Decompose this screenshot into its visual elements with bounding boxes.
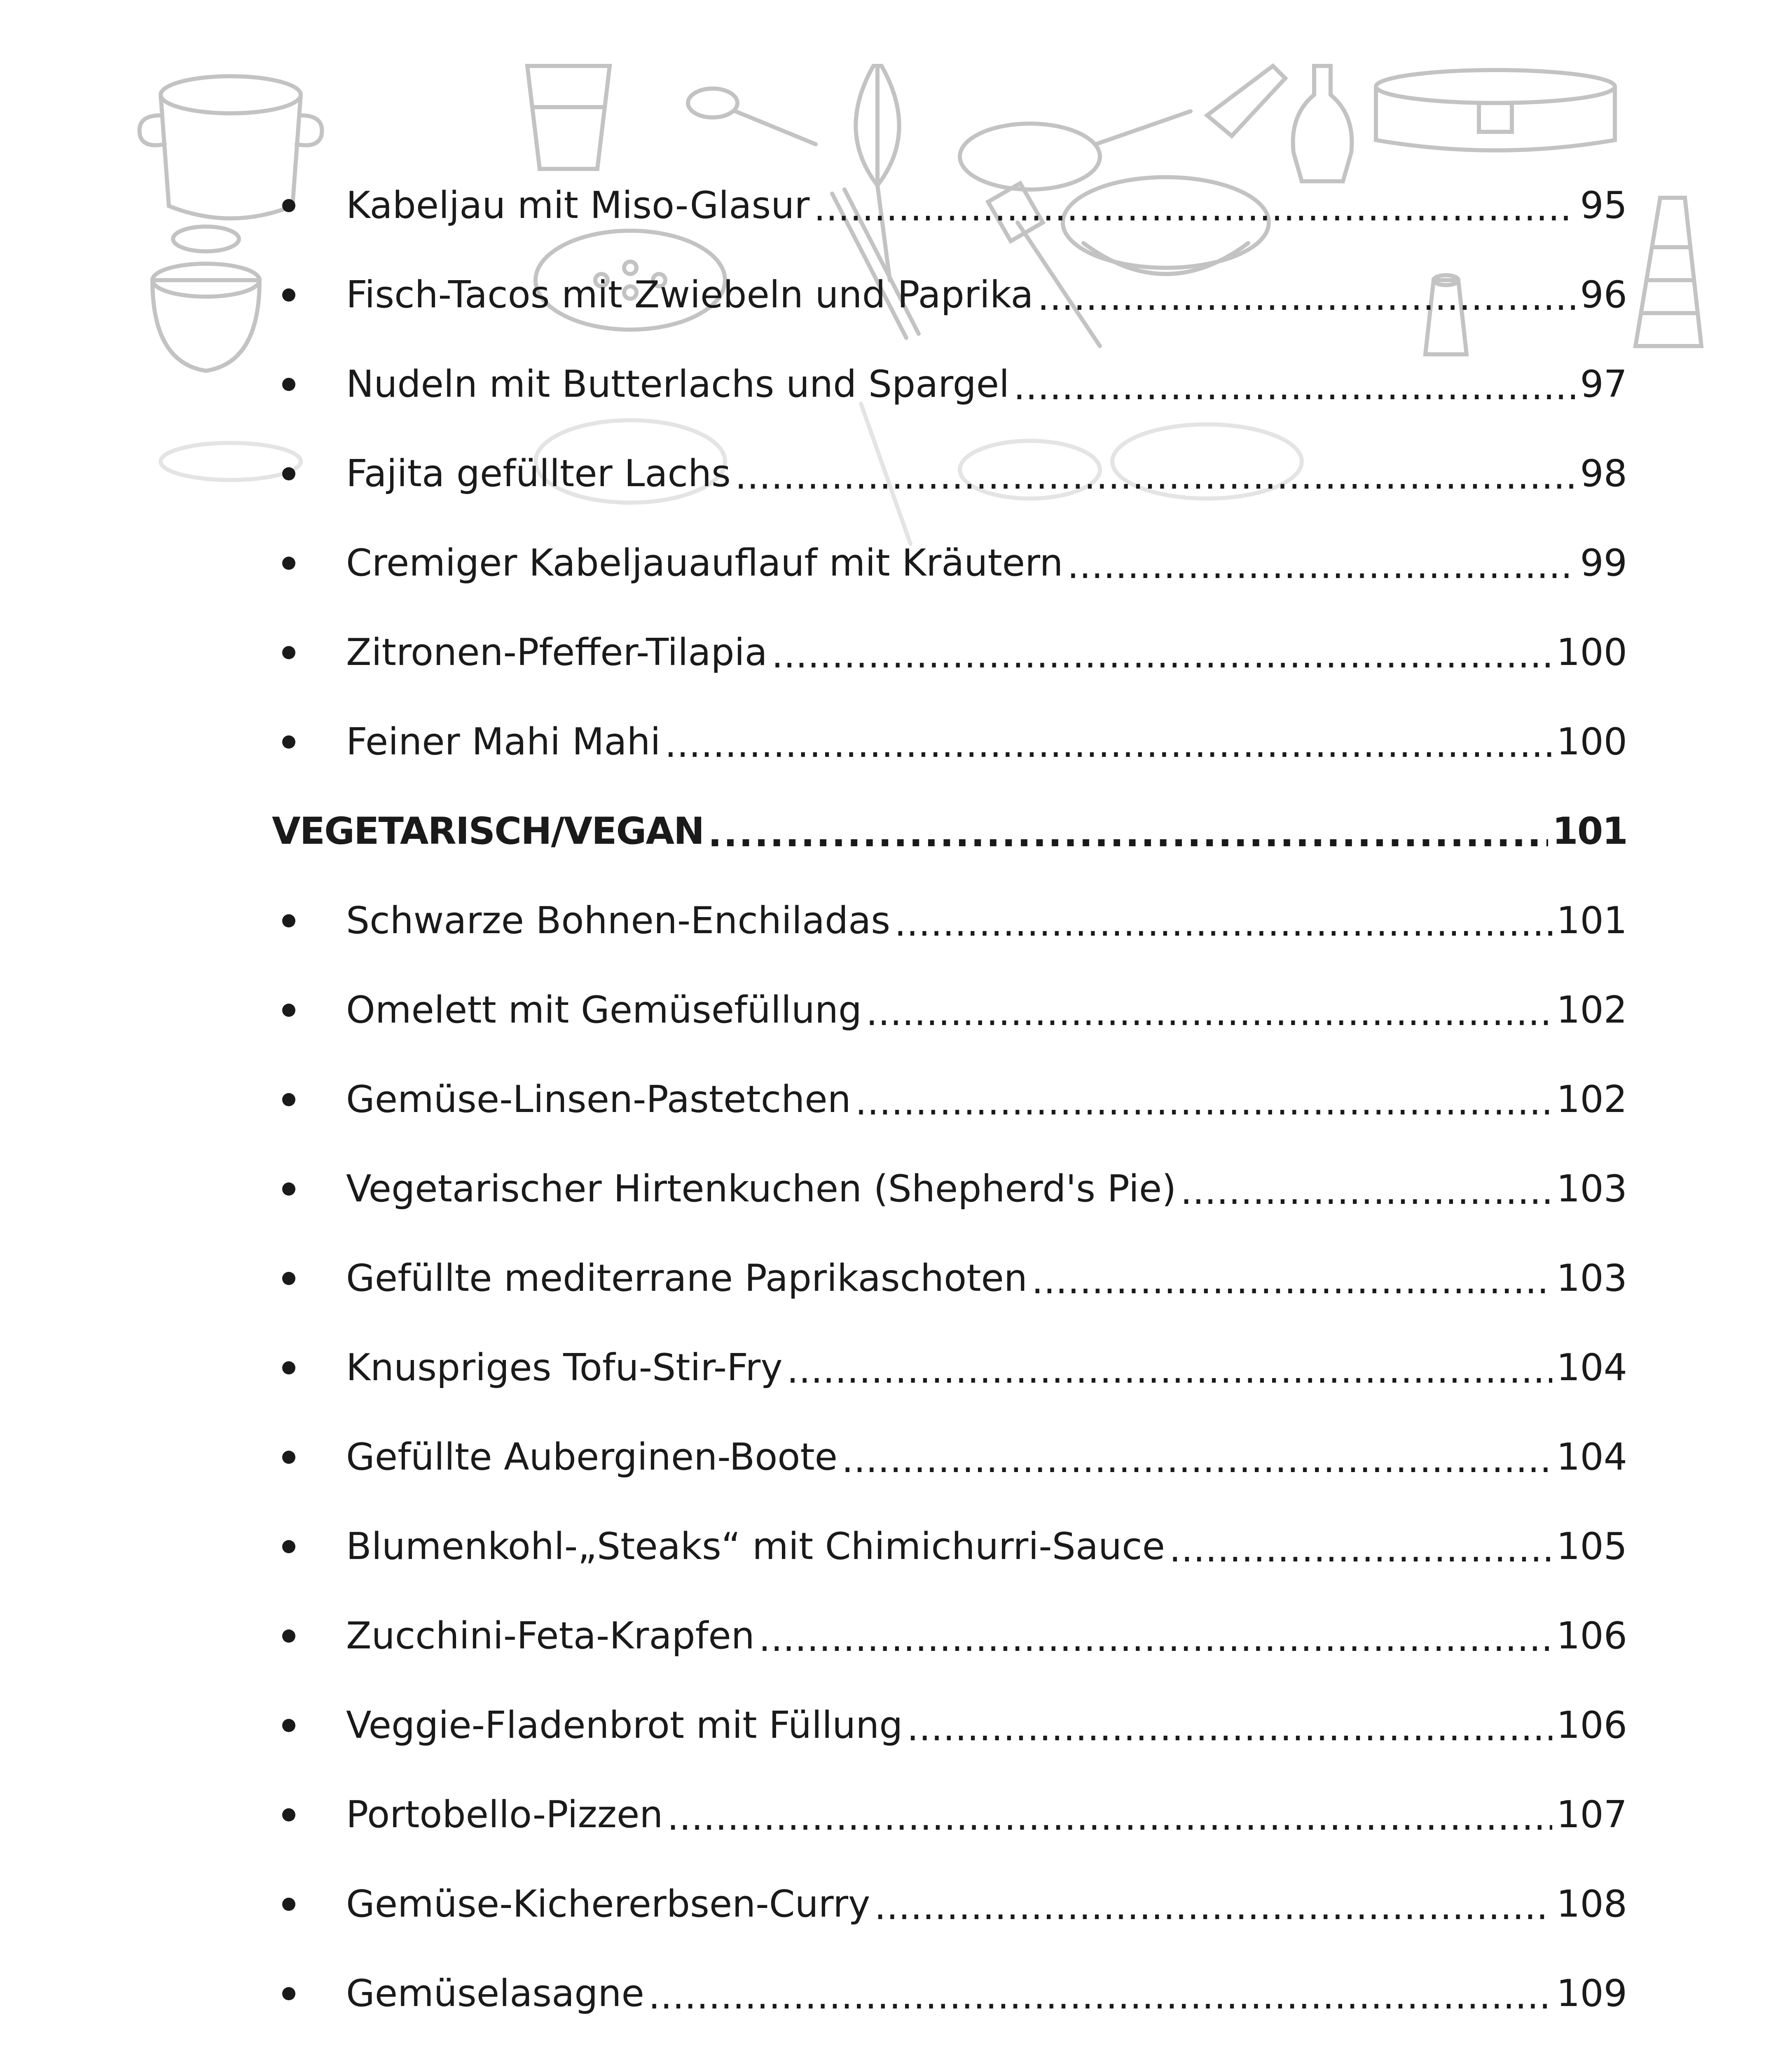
page-number: 97 [1580, 362, 1627, 406]
page-number: 100 [1556, 720, 1627, 763]
toc-section-heading [272, 787, 1627, 876]
page-number: 104 [1556, 1346, 1627, 1389]
toc-entry-line [346, 697, 1627, 787]
bullet-icon [282, 1540, 295, 1553]
page-number: 108 [1556, 1882, 1627, 1926]
toc-entry-line [346, 161, 1627, 250]
page-number: 103 [1556, 1256, 1627, 1300]
toc-entry [272, 429, 1627, 518]
dot-leader [874, 1886, 1552, 1927]
dot-leader [907, 1707, 1552, 1749]
toc-entry [272, 876, 1627, 965]
dot-leader [894, 903, 1552, 944]
sugar-bowl-icon [152, 227, 260, 371]
toc-entry-line [346, 429, 1627, 518]
toc-entry [272, 1144, 1627, 1234]
bullet-icon [282, 735, 295, 749]
entry-title: Schwarze Bohnen-Enchiladas [346, 899, 891, 942]
entry-title: Fisch-Tacos mit Zwiebeln und Paprika [346, 273, 1034, 316]
toc-entry-line [346, 876, 1627, 965]
toc-entry-line [346, 1412, 1627, 1502]
bullet-icon [282, 467, 295, 480]
toc-entry [272, 1234, 1627, 1323]
dot-leader [866, 992, 1552, 1033]
dot-leader [814, 187, 1576, 229]
entry-title: Fajita gefüllter Lachs [346, 452, 731, 495]
dot-leader [1169, 1529, 1552, 1570]
dot-leader [665, 724, 1553, 765]
toc-entry-line [346, 1770, 1627, 1859]
toc-entry-line [346, 1144, 1627, 1234]
bullet-icon [282, 1451, 295, 1464]
bullet-icon [282, 1898, 295, 1911]
toc-entry-line [346, 1055, 1627, 1144]
toc-entry [272, 1412, 1627, 1502]
entry-title: Gemüse-Kichererbsen-Curry [346, 1882, 870, 1926]
bullet-icon [282, 199, 295, 212]
toc-entry-line [346, 1949, 1627, 2038]
page-number: 101 [1556, 899, 1627, 942]
page-number: 98 [1580, 452, 1627, 495]
bullet-icon [282, 1182, 295, 1196]
page-number: 99 [1580, 541, 1627, 585]
dot-leader [855, 1082, 1553, 1123]
page-number: 104 [1556, 1435, 1627, 1479]
toc-entry [272, 608, 1627, 697]
entry-title: Vegetarischer Hirtenkuchen (Shepherd's Pie) [346, 1167, 1177, 1210]
toc-entry-line [346, 250, 1627, 339]
knife-icon [1207, 66, 1285, 136]
page-number: 107 [1556, 1793, 1627, 1836]
toc-entry [272, 339, 1627, 429]
bullet-icon [282, 914, 295, 927]
entry-title: Zucchini-Feta-Krapfen [346, 1614, 755, 1657]
entry-title: Feiner Mahi Mahi [346, 720, 661, 763]
dot-leader [1032, 1260, 1552, 1302]
toc-entry-line [346, 1591, 1627, 1681]
toc-entry [272, 1502, 1627, 1591]
dot-leader [787, 1350, 1553, 1391]
entry-title: Blumenkohl-„Steaks“ mit Chimichurri-Sauce [346, 1524, 1165, 1568]
toc-entry-line [346, 518, 1627, 608]
bullet-icon [282, 1987, 295, 2000]
page-number: 100 [1556, 630, 1627, 674]
dot-leader [735, 456, 1576, 497]
bullet-icon [282, 1719, 295, 1732]
bullet-icon [282, 1808, 295, 1821]
toc-entry-line [346, 339, 1627, 429]
bullet-icon [282, 1004, 295, 1017]
entry-title: Cremiger Kabeljauauflauf mit Kräutern [346, 541, 1063, 585]
dot-leader [667, 1797, 1552, 1838]
toc-entry [272, 250, 1627, 339]
toc-entry [272, 697, 1627, 787]
dot-leader [708, 813, 1548, 854]
toc-entry [272, 518, 1627, 608]
toc-entry-line [346, 1234, 1627, 1323]
toc-entry [272, 2038, 1627, 2060]
table-of-contents [272, 161, 1627, 2060]
dot-leader [1038, 277, 1576, 318]
page-number: 101 [1552, 809, 1627, 853]
grater-icon [1635, 198, 1701, 346]
page-number: 102 [1556, 1077, 1627, 1121]
entry-title: Knuspriges Tofu-Stir-Fry [346, 1346, 783, 1389]
bullet-icon [282, 378, 295, 391]
dot-leader [1180, 1171, 1552, 1212]
toc-entry-line [272, 787, 1627, 876]
toc-entry [272, 1591, 1627, 1681]
entry-title: Portobello-Pizzen [346, 1793, 663, 1836]
entry-title: Gemüse-Linsen-Pastetchen [346, 1077, 851, 1121]
entry-title: Nudeln mit Butterlachs und Spargel [346, 362, 1010, 406]
entry-title: VEGETARISCH/VEGAN [272, 809, 704, 853]
toc-entry [272, 1770, 1627, 1859]
toc-entry [272, 1055, 1627, 1144]
glass-icon [527, 66, 610, 169]
bullet-icon [282, 1272, 295, 1285]
toc-entry [272, 1323, 1627, 1412]
toc-entry [272, 1949, 1627, 2038]
toc-entry-line [346, 1859, 1627, 1949]
toc-entry-line [346, 608, 1627, 697]
page-number: 106 [1556, 1703, 1627, 1747]
entry-title: Gefüllte Auberginen-Boote [346, 1435, 838, 1479]
dot-leader [772, 634, 1552, 676]
toc-entry [272, 1681, 1627, 1770]
entry-title: Kabeljau mit Miso-Glasur [346, 183, 810, 227]
entry-title: Veggie-Fladenbrot mit Füllung [346, 1703, 903, 1747]
toc-entry [272, 965, 1627, 1055]
dot-leader [648, 1976, 1552, 2017]
bullet-icon [282, 1093, 295, 1106]
bullet-icon [282, 646, 295, 659]
bullet-icon [282, 557, 295, 570]
toc-entry-line [346, 965, 1627, 1055]
bullet-icon [282, 288, 295, 302]
toc-entry [272, 161, 1627, 250]
bullet-icon [282, 1361, 295, 1374]
dot-leader [842, 1439, 1552, 1480]
page-number: 106 [1556, 1614, 1627, 1657]
page-number: 105 [1556, 1524, 1627, 1568]
dot-leader [1067, 545, 1576, 586]
spoon-icon [688, 89, 816, 144]
bullet-icon [282, 1629, 295, 1643]
toc-entry-line [346, 2038, 1627, 2060]
cake-tin-icon [1376, 70, 1615, 150]
entry-title: Omelett mit Gemüsefüllung [346, 988, 862, 1032]
dot-leader [759, 1618, 1552, 1659]
toc-entry-line [346, 1323, 1627, 1412]
toc-entry [272, 1859, 1627, 1949]
entry-title: Zitronen-Pfeffer-Tilapia [346, 630, 767, 674]
page-number: 109 [1556, 1971, 1627, 2015]
dot-leader [1013, 366, 1576, 407]
entry-title: Gemüselasagne [346, 1971, 644, 2015]
entry-title: Gefüllte mediterrane Paprikaschoten [346, 1256, 1027, 1300]
page-number: 96 [1580, 273, 1627, 316]
page-number: 102 [1556, 988, 1627, 1032]
page-number: 103 [1556, 1167, 1627, 1210]
page-number: 95 [1580, 183, 1627, 227]
toc-entry-line [346, 1502, 1627, 1591]
toc-entry-line [346, 1681, 1627, 1770]
